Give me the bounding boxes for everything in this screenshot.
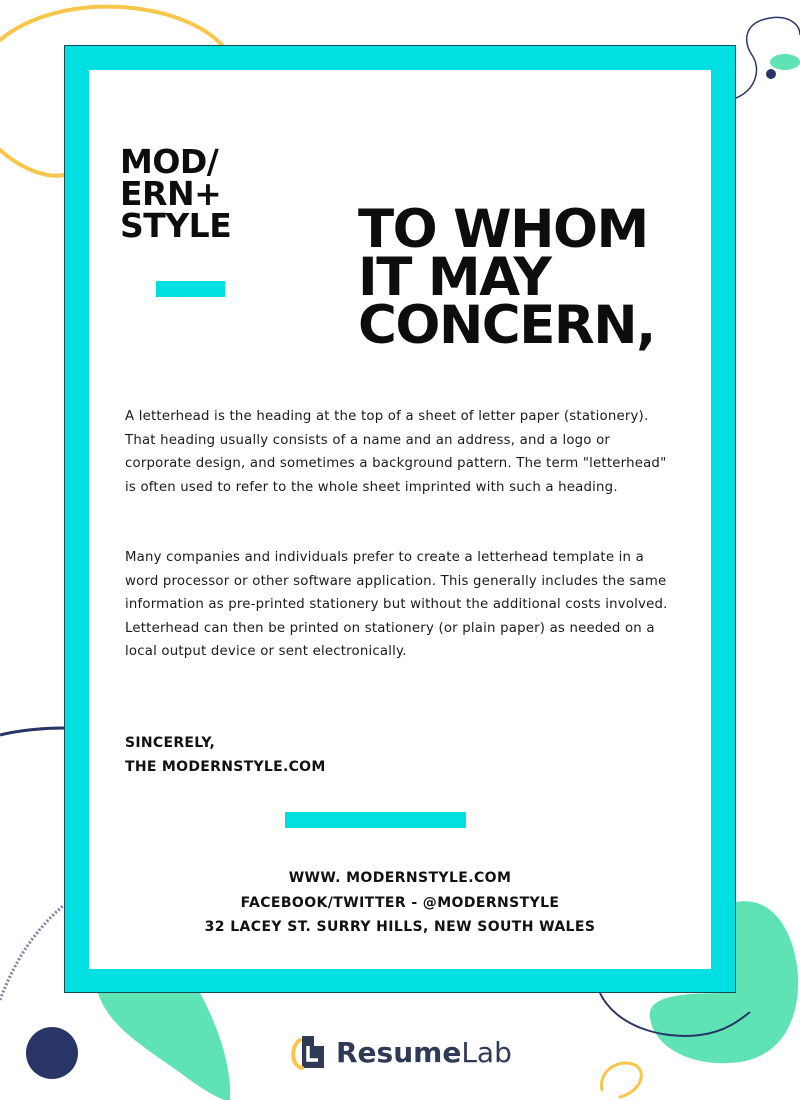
- mint-dot-top-right: [770, 54, 800, 70]
- letter-salutation: [358, 199, 655, 356]
- resumelab-branding: [288, 1030, 512, 1074]
- brand-name-part2: Lab: [461, 1035, 512, 1069]
- navy-dot-top-right: [766, 69, 776, 79]
- salutation-line: CONCERN,: [358, 295, 655, 356]
- salutation-line: TO WHOM: [358, 199, 648, 260]
- contact-address: 32 LACEY ST. SURRY HILLS, NEW SOUTH WALES: [204, 919, 596, 935]
- mint-blob-bottom-left: [98, 993, 230, 1100]
- logo-line: MOD/: [120, 142, 219, 181]
- contact-block: [100, 866, 700, 940]
- accent-bar-logo: [156, 281, 225, 297]
- logo-line: ERN+: [120, 174, 222, 213]
- closing: SINCERELY,: [125, 735, 216, 751]
- body-paragraph-2: Many companies and individuals prefer to create a letterhead template in a word processor or other software application. This generally includes the same information as pre-printed stationery but without the additional costs involved. Letterhead can then be printed on stationery (or plain paper) as needed on a local output device or sent electronically.: [125, 550, 668, 659]
- body-paragraph-1: A letterhead is the heading at the top of a sheet of letter paper (stationery). That heading usually consists of a name and an address, and a logo or corporate design, and sometimes a background pattern. The term "letterhead" is often used to refer to the whole sheet imprinted with such a heading.: [125, 409, 667, 495]
- company-logo: [120, 142, 232, 245]
- signature: THE MODERNSTYLE.COM: [125, 758, 326, 775]
- logo-line: STYLE: [120, 206, 232, 245]
- yellow-loop-bottom: [602, 1063, 642, 1097]
- navy-sketch-left: [0, 905, 64, 1000]
- navy-line-left: [0, 728, 64, 735]
- accent-bar-footer: [285, 812, 466, 828]
- navy-circle-bottom-left: [26, 1027, 78, 1079]
- brand-name-part1: Resume: [336, 1035, 462, 1069]
- resumelab-logo-icon: [288, 1032, 328, 1072]
- signoff: [125, 732, 326, 779]
- salutation-line: IT MAY: [358, 247, 551, 308]
- contact-social: FACEBOOK/TWITTER - @MODERNSTYLE: [240, 894, 560, 911]
- contact-website: WWW. MODERNSTYLE.COM: [288, 870, 512, 886]
- resumelab-wordmark: [336, 1036, 512, 1069]
